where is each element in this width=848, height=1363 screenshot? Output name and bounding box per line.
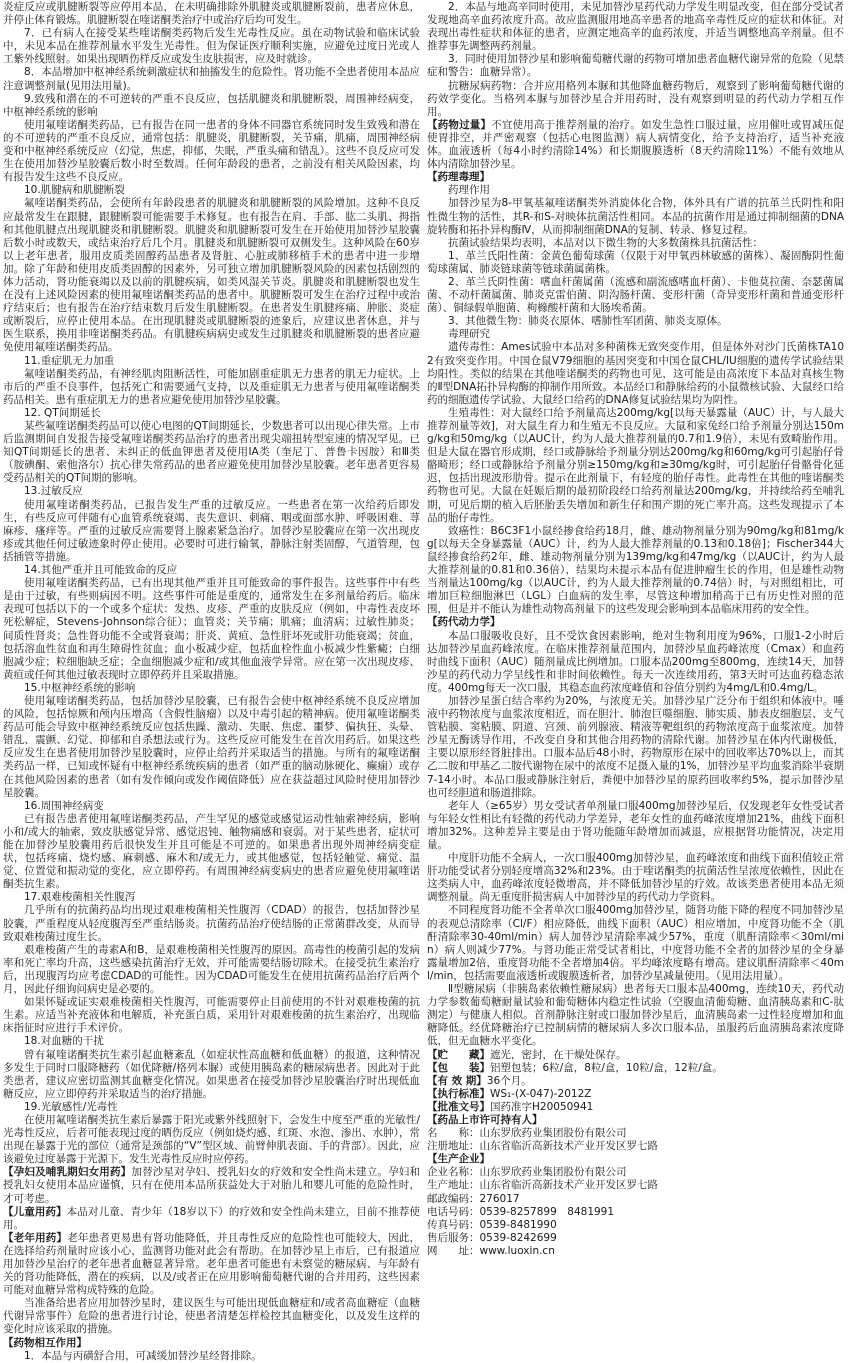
- body-text: 中度肝功能不全病人，一次口服400mg加替沙星，血药峰浓度和曲线下面积值较正常肝功能受试者分别轻度增高32%和23%。由于喹诺酮类的抗菌活性呈浓度依赖性，因此在这类病人中，血药峰浓度轻微增高，并不降低加替沙星的疗效。故该类患者使用本品无须调整剂量。尚无重度肝损害病人中加替沙星的药代动力学资料。: [427, 852, 844, 904]
- body-text: 曾有氟喹诺酮类抗生素引起血糖紊乱（如症状性高血糖和低血糖）的报道，这种情况多发生于同时口服降糖药（如优降糖/格列本脲）或使用胰岛素的糖尿病患者。因此对于此类患者，建议应密切监测其血糖变化情况。如果患者在接受加替沙星胶囊治疗时出现低血糖反应，应立即停药并采取适当的治疗措施。: [3, 1048, 420, 1100]
- paragraph: [3, 197, 420, 354]
- paragraph: [3, 577, 420, 682]
- body-text: 15.中枢神经系统的影响: [24, 681, 136, 694]
- body-text: Ⅱ型糖尿病（非胰岛素依赖性糖尿病）患者每天口服本品400mg，连续10天，药代动力学参数葡萄糖耐量试验和葡萄糖体内稳定性试验（空腹血清葡萄糖、血清胰岛素和C-肽测定）与健康人相似。首剂静脉注射或口服加替沙星后，血清胰岛素一过性轻度增加和血糖降低。经优降糖治疗已控制病情的糖尿病人多次口服本品，虽服药后血清胰岛素浓度降低，但无血糖水平变化。: [427, 983, 844, 1048]
- body-text: 抗糖尿病药物：合并应用格列本脲和其他降血糖药物后，观察到了影响葡萄糖代谢的药效学变化。当格列本脲与加替沙星合并用药时，没有观察到明显的药代动力学相互作用。: [427, 79, 844, 118]
- body-text: 注册地址：山东省临沂高新技术产业开发区罗七路: [427, 1140, 658, 1153]
- section-header: 【药物过量】: [427, 118, 492, 131]
- body-text: 生产地址：山东省临沂高新技术产业开发区罗七路: [427, 1179, 658, 1192]
- body-text: 36个月。: [486, 1074, 532, 1087]
- insert-column-right: [424, 0, 848, 1363]
- paragraph: [3, 800, 420, 813]
- paragraph: [427, 328, 844, 341]
- body-text: 3、其他微生物：肺炎衣原体、嗜肺性军团菌、肺炎支原体。: [448, 315, 728, 328]
- body-text: 当准备给患者应用加替沙星时，建议医生与可能出现低血糖症和/或者高血糖症（血糖代谢异常事件）危险的患者进行讨论，使患者清楚怎样检控其血糖变化，以及发生这样的变化时应该采取的措施。: [3, 1297, 420, 1336]
- body-text: 14.其他严重并且可能致命的反应: [24, 564, 178, 577]
- paragraph: [3, 1035, 420, 1048]
- paragraph: [3, 695, 420, 800]
- body-text: 13.过敏反应: [24, 485, 83, 498]
- paragraph: [427, 1245, 844, 1258]
- section-header: 【儿童用药】: [3, 1205, 67, 1218]
- paragraph: [427, 119, 844, 171]
- body-text: 氟喹诺酮类药品，会使所有年龄段患者的肌腱炎和肌腱断裂的风险增加。这种不良反应最常发生在跟腱，跟腱断裂可能需要手术修复。也有报告在肩、手部、肱二头肌、拇指和其他肌腱点出现肌腱炎和肌腱断裂。肌腱炎和肌腱断裂可发生在开始使用加替沙星胶囊后数小时或数天，或结束治疗后几个月。肌腱炎和肌腱断裂可双侧发生。这种风险在60岁以上老年患者，服用皮质类固醇药品患者及肾脏、心脏或肺移植手术的患者中进一步增加。除了年龄和使用皮质类固醇的因素外，另可独立增加肌腱断裂风险的因素包括剧烈的体力活动，肾功能衰竭以及以前的肌腱疾病，如类风湿关节炎。肌腱炎和肌腱断裂也发生在没有上述风险因素的使用氟喹诺酮类药品的患者中。肌腱断裂可发生在治疗过程中或治疗结束后；也有报告在治疗结束数月后发生肌腱断裂。在患者发生肌腱疼痛、肿胀、炎症或断裂后，应停止使用本品。在出现肌腱炎或肌腱断裂的迹象后，应建议患者休息，并与医生联系，换用非喹诺酮类药品。有肌腱疾病病史或发生过肌腱炎和肌腱断裂的患者应避免使用氟喹诺酮类药品。: [3, 197, 420, 354]
- body-text: 加替沙星为8-甲氧基氟喹诺酮类外消旋体化合物，体外具有广谱的抗革兰氏阴性和阳性微生物的活性，其R-和S-对映体抗菌活性相同。本品的抗菌作用是通过抑制细菌的DNA旋转酶和拓扑异构酶Ⅳ，从而抑制细菌DNA的复制、转录、修复过程。: [427, 197, 844, 236]
- section-header: 【批准文号】: [427, 1100, 490, 1113]
- body-text: 19.光敏感性/光毒性: [24, 1100, 118, 1113]
- paragraph: [3, 1297, 420, 1336]
- body-text: 12. QT间期延长: [24, 406, 101, 419]
- body-text: 几乎所有的抗菌药品均出现过艰难梭菌相关性腹泻（CDAD）的报告，包括加替沙星胶囊，严重程度从轻度腹泻至严重结肠炎。抗菌药品治疗使结肠的正常菌群改变，从而导致艰难梭菌过度生长。: [3, 904, 420, 943]
- body-text: 名 称：山东罗欣药业集团股份有限公司: [427, 1127, 627, 1140]
- body-text: 已有报告患者使用氟喹诺酮类药品，产生罕见的感觉或感觉运动性轴索神经病，影响小和/或大的轴索，致皮肤感觉异常、感觉迟钝、触物痛感和衰弱。对于某些患者，症状可能在加替沙星胶囊用药后很快发生并且可能是不可逆的。如果患者出现外周神经病变症状，包括疼痛、烧灼感、麻刺感、麻木和/或无力，或其他感觉，包括轻触觉、痛觉、温觉、位置觉和振动觉的变化，应立即停药。有周围神经病变病史的患者应避免使用氟喹诺酮类抗生素。: [3, 812, 420, 891]
- paragraph: [427, 630, 844, 695]
- body-text: 企业名称：山东罗欣药业集团股份有限公司: [427, 1166, 627, 1179]
- paragraph: [3, 1114, 420, 1166]
- paragraph: [3, 1049, 420, 1101]
- paragraph: [427, 1219, 844, 1232]
- body-text: 加替沙星蛋白结合率约为20%，与浓度无关。加替沙星广泛分布于组织和体液中。唾液中药物浓度与血浆浓度相近，而在胆汁、肺泡巨噬细胞、肺实质、肺表皮细胞层、支气管粘膜、窦粘膜、阴道、宫颈、前列腺液、精液等靶组织的药物浓度高于血浆浓度。加替沙星无酶诱导作用，不改变自身和其他合用药物的清除代谢。加替沙星在体内代谢极低，主要以原形经肾脏排出。口服本品后48小时，药物原形在尿中的回收率达70%以上，而其乙二胺和甲基乙二胺代谢物在尿中的浓度不足摄入量的1%，加替沙星平均血浆消除半衰期7-14小时。本品口服或静脉注射后，粪便中加替沙星的原药回收率约5%，提示加替沙星也可经胆道和肠道排除。: [427, 694, 844, 799]
- section-header: 【药理毒理】: [427, 171, 490, 184]
- body-text: 1．本品与丙磺舒合用，可减缓加替沙星经肾排除。: [24, 1349, 262, 1362]
- paragraph: [3, 813, 420, 892]
- body-text: 使用氟喹诺酮类药品，已有出现其他严重并且可能致命的事件报告。这些事件中有些是由于过敏，有些则病因不明。这些事件可能是重度的，通常发生在多剂量给药后。临床表现可包括以下的一个或多个症状：发热、皮疹、严重的皮肤反应（例如，中毒性表皮坏死松解症，Stevens-Johnson综合征）；血管炎；关节痛；肌痛；血清病；过敏性肺炎；间质性肾炎；急性肾功能不全或肾衰竭；肝炎、黄疸、急性肝坏死或肝功能衰竭；贫血，包括溶血性贫血和再生障碍性贫血；血小板减少症，包括血栓性血小板减少性紫癜；白细胞减少症；粒细胞缺乏症；全血细胞减少症和/或其他血液学异常。应在第一次出现皮疹、黄疸或任何其他过敏表现时立即停药并且采取措施。: [3, 577, 420, 681]
- body-text: 毒理研究: [448, 328, 490, 341]
- paragraph: [427, 1049, 844, 1062]
- paragraph: [3, 1350, 420, 1363]
- body-text: 如果怀疑或证实艰难梭菌相关性腹泻，可能需要停止目前使用的不针对艰难梭菌的抗生素。应适当补充液体和电解质，补充蛋白质，采用针对艰难梭菌的抗生素治疗，出现临床指征时应进行手术评价。: [3, 996, 420, 1035]
- paragraph: [3, 355, 420, 368]
- paragraph: [427, 407, 844, 525]
- paragraph: [427, 341, 844, 406]
- body-text: 售后服务：0539-8242699: [427, 1231, 557, 1244]
- body-text: 本品口服吸收良好，且不受饮食因素影响，绝对生物利用度为96%，口服1-2小时后达加替沙星血药峰浓度。在临床推荐剂量范围内，加替沙星血药峰浓度（Cmax）和血药时曲线下面积（AUC）随剂量成比例增加。口服本品200mg至800mg，连续14天，加替沙星的药代动力学呈线性和非时间依赖性。每天一次连续用药，第3天时可达血药稳态浓度。400mg每天一次口服，其稳态血药浓度峰值和谷值分别约为4mg/L和0.4mg/L。: [427, 629, 844, 694]
- paragraph: [427, 1153, 844, 1166]
- body-text: 2．本品与地高辛同时使用，未见加替沙星药代动力学发生明显改变，但在部分受试者发现地高辛血药浓度升高。故应监测服用地高辛患者的地高辛毒性反应的症状和体征。对表现出毒性症状和体征的患者，应测定地高辛的血药浓度，并适当调整地高辛剂量。但不推荐事先调整两药剂量。: [427, 1, 844, 53]
- paragraph: [427, 1232, 844, 1245]
- body-text: 9.致残和潜在的不可逆转的严重不良反应，包括肌腱炎和肌腱断裂，周围神经病变，中枢神经系统的影响: [3, 92, 420, 118]
- body-text: 在使用氟喹诺酮类抗生素后暴露于阳光或紫外线照射下，会发生中度至严重的光敏性/光毒性反应，后者可能表现过度的晒伤反应（例如烧灼感、红斑、水泡、渗出、水肿），常出现在暴露于光的部位（通常是颈部的“V”型区域、前臂伸肌表面、手的背部）。因此，应该避免过度暴露于光源下。发生光毒性反应时应停药。: [3, 1113, 420, 1166]
- paragraph: [3, 944, 420, 996]
- body-text: 使用氟喹诺酮类药品，已报告发生严重的过敏反应。一些患者在第一次给药后即发生，有些反应可伴随有心血管系统衰竭、丧失意识、刺痛、咽或面部水肿、呼吸困难、荨麻疹、瘙痒等。严重的过敏反应需要肾上腺素紧急治疗。加替沙星胶囊应在第一次出现皮疹或其他任何过敏迹象时停止使用。必要时可进行输氧，静脉注射类固醇，气道管理，包括插管等措施。: [3, 498, 420, 563]
- body-text: 网 址：www.luoxin.cn: [427, 1244, 555, 1257]
- paragraph: [427, 1140, 844, 1153]
- paragraph: [427, 1127, 844, 1140]
- body-text: WS₁-(X-047)-2012Z: [490, 1087, 592, 1100]
- section-header: 【老年用药】: [3, 1231, 68, 1244]
- body-text: 7．已有病人在接受某些喹诺酮类药物后发生光毒性反应。虽在动物试验和临床试验中，未见本品在推荐剂量水平发生光毒性。但为保证医疗顺利实施，应避免过度日光或人工紫外线照射。如果出现晒伤样反应或发生皮肤损害，应及时就诊。: [3, 27, 420, 66]
- paragraph: [427, 1114, 844, 1127]
- body-text: 8．本品增加中枢神经系统刺激症状和抽搐发生的危险性。肾功能不全患者使用本品应注意调整剂量(见用法用量)。: [3, 66, 420, 92]
- body-text: 2、革兰氏阴性菌：嗜血杆菌属菌（流感和副流感嗜血杆菌）、卡他莫拉菌、奈瑟菌属菌、不动杆菌属菌、肺炎克雷伯菌、阴沟肠杆菌、变形杆菌（奇异变形杆菌和普通变形杆菌）、铜绿假单胞菌、枸橼酸杆菌和大肠埃希菌。: [427, 275, 844, 315]
- body-text: 18.对血糖的干扰: [24, 1035, 104, 1048]
- paragraph: [427, 1179, 844, 1192]
- paragraph: [3, 119, 420, 184]
- body-text: 使用氟喹诺酮类药品，已有报告在同一患者的身体不同器官系统同时发生致残和潜在的不可逆转的严重不良反应，通常包括：肌腱炎，肌腱断裂，关节痛，肌痛，周围神经病变和中枢神经系统反应（幻觉，焦虑，抑郁，失眠，严重头痛和错乱）。这些不良反应可发生在使用加替沙星胶囊后数小时至数周。任何年龄段的患者，之前没有相关风险因素，均有报告发生这些不良反应。: [3, 118, 420, 184]
- paragraph: [427, 525, 844, 617]
- paragraph: [427, 276, 844, 315]
- paragraph: [427, 1075, 844, 1088]
- paragraph: [3, 27, 420, 66]
- paragraph: [427, 852, 844, 904]
- paragraph: [3, 499, 420, 564]
- paragraph: [3, 564, 420, 577]
- paragraph: [427, 184, 844, 197]
- body-text: 遮光，密封，在干燥处保存。: [490, 1048, 627, 1061]
- body-text: 炎症反应或肌腱断裂等应停用本品，在未明确排除外肌腱炎或肌腱断裂前，患者应休息，并停止体育锻炼。肌腱断裂在喹诺酮类治疗中或治疗后均可发生。: [3, 1, 420, 27]
- paragraph: [427, 695, 844, 800]
- paragraph: [427, 1193, 844, 1206]
- body-text: 致癌性：B6C3F1小鼠经掺食给药18月，雌、雄动物剂量分别为90mg/kg和81mg/kg[以每天全身暴露量（AUC）计，约为人最大推荐剂量的0.13和0.18倍]；Fischer344大鼠经掺食给药2年，雌、雄动物剂量分别为139mg/kg和47mg/kg（以AUC计，约为人最大推荐剂量的0.81和0.36倍），结果均未提示本品有促进肿瘤生长的作用，但是雄性动物当剂量达100mg/kg（以AUC计，约为人最大推荐剂量的0.74倍）时，与对照组相比，可增加巨粒细胞淋巴（LGL）白血病的发生率，尽管这种增加稍高于已有历史性对照的范围，但是并不能认为雄性动物高剂量下的这些发现会影响到本品临床用药的安全性。: [427, 524, 844, 616]
- body-text: 国药准字H20050941: [490, 1100, 594, 1113]
- paragraph: [3, 904, 420, 943]
- paragraph: [427, 800, 844, 852]
- body-text: 1、革兰氏阳性菌：金黄色葡萄球菌（仅限于对甲氧西林敏感的菌株）、凝固酶阴性葡萄球菌属、肺炎链球菌等链球菌属菌株。: [427, 249, 844, 275]
- body-text: 电话号码：0539-8257899 8481991: [427, 1205, 615, 1218]
- paragraph: [427, 1, 844, 53]
- body-text: 老年患者更易患有肾功能降低，并且毒性反应的危险性也可能较大，因此，在选择给药剂量时应该小心，监测肾功能对此会有帮助。在加替沙星上市后，已有报道应用加替沙星治疗的老年患者血糖显著异常。老年患者可能患有未察觉的糖尿病、与年龄有关的肾功能降低，潜在的疾病，以及/或者正在应用影响葡萄糖代谢的合并用药，这些因素可能对血糖异常构成特殊的危险。: [3, 1231, 421, 1297]
- body-text: 使用氟喹诺酮类药品，包括加替沙星胶囊，已有报告会使中枢神经系统不良反应增加的风险，包括惊厥和颅内压增高（含假性脑瘤）以及中毒引起的精神病。使用氟喹诺酮类药品可能会导致中枢神经系统反应包括焦躁、激动、失眠、焦虑、噩梦、偏执狂、头晕、错乱、震颤、幻觉、抑郁和自杀想法或行为。这些反应可能发生在首次用药后。如果这些反应发生在患者使用加替沙星胶囊时，应停止给药并采取适当的措施。与所有的氟喹诺酮类药品一样，已知或怀疑有中枢神经系统疾病的患者（如严重的脑动脉硬化、癫痫）或存在其他风险因素的患者（如有发作倾向或发作阈值降低）应在获益超过风险时使用加替沙星胶囊。: [3, 694, 420, 799]
- body-text: 艰难梭菌产生的毒素A和B，是艰难梭菌相关性腹泻的原因。高毒性的梭菌引起的发病率和死亡率均升高，这些感染抗菌治疗无效，并可能需要结肠切除术。在接受抗生素治疗后，出现腹泻均应考虑CDAD的可能性。因为CDAD可能发生在使用抗菌药品治疗后两个月，因此仔细询问病史是必要的。: [3, 943, 420, 996]
- section-header: 【包 装】: [427, 1061, 490, 1074]
- paragraph: [3, 66, 420, 92]
- body-text: 铝塑包装；6粒/盒，8粒/盒，10粒/盒，12粒/盒。: [490, 1061, 723, 1074]
- section-header: 【药代动力学】: [427, 616, 501, 629]
- body-text: 抗菌试验结果均表明，本品对以下微生物的大多数菌株具抗菌活性：: [448, 236, 763, 249]
- body-text: 遗传毒性：Ames试验中本品对多种菌株无致突变作用，但是体外对沙门氏菌株TA102有致突变作用。中国仓鼠V79细胞的基因突变和中国仓鼠CHL/IU细胞的遗传学试验结果均阳性。类似的结果在其他喹诺酮类的药物也可见，这可能是由高浓度下本品对真核生物的Ⅱ型DNA拓扑异构酶的抑制作用所致。本品经口和静脉给药的小鼠微核试验、大鼠经口给药的细胞遗传学试验、大鼠经口给药的DNA修复试验结果均为阴性。: [427, 341, 844, 406]
- body-text: 本品对儿童、青少年（18岁以下）的疗效和安全性尚未建立，目前不推荐使用。: [3, 1205, 421, 1231]
- paragraph: [3, 1206, 420, 1232]
- body-text: 不同程度肾功能不全者单次口服400mg加替沙星，随肾功能下降的程度不同加替沙星的表观总清除率（Cl/F）相应降低，曲线下面积（AUC）相应增加，中度肾功能不全（肌酐清除率30-40ml/min）病人加替沙星清除率减少57%，重度（肌酐清除率＜30ml/min）病人则减少77%。与肾功能正常受试者相比，中度肾功能不全者的加替沙星的全身暴露量增加2倍，重度肾功能不全者增加4倍。平均峰浓度略有增高。建议肌酐清除率＜40ml/min，包括需要血液透析或腹膜透析者，加替沙星减量使用。（见用法用量）。: [427, 904, 844, 982]
- paragraph: [3, 682, 420, 695]
- paragraph: [427, 197, 844, 236]
- section-header: 【执行标准】: [427, 1087, 490, 1100]
- paragraph: [3, 1337, 420, 1350]
- paragraph: [427, 904, 844, 983]
- section-header: 【贮 藏】: [427, 1048, 490, 1061]
- paragraph: [427, 1166, 844, 1179]
- body-text: 3．同时使用加替沙星和影响葡萄糖代谢的药物可增加患者血糖代谢异常的危险（见禁症和警告：血糖异常）。: [427, 53, 844, 79]
- paragraph: [3, 368, 420, 407]
- body-text: 氟喹诺酮类药品，有神经肌肉阻断活性，可能加剧重症肌无力患者的肌无力症状。上市后的严重不良事件，包括死亡和需要通气支持，以及重症肌无力患者与使用氟喹诺酮类药品相关。患有重症肌无力的患者应避免使用加替沙星胶囊。: [3, 367, 420, 406]
- body-text: 老年人（≥65岁）男女受试者单剂量口服400mg加替沙星后，仅发现老年女性受试者与年轻女性相比有轻微的药代动力学差异，老年女性的血药峰浓度增加21%，曲线下面积增加32%。这种差异主要是由于肾功能随年龄增加而减退，应根据肾功能情况，决定用量。: [427, 799, 844, 851]
- paragraph: [3, 1101, 420, 1114]
- paragraph: [3, 1166, 420, 1205]
- section-header: 【药物相互作用】: [3, 1336, 87, 1349]
- body-text: 某些氟喹诺酮类药品可以使心电图的QT间期延长，少数患者可以出现心律失常。上市后监测期间自发报告接受氟喹诺酮类药品治疗的患者出现尖端扭转型室速的情况罕见。已知QT间期延长的患者、未纠正的低血钾患者及使用IA类（奎尼丁、普鲁卡因胺）和Ⅲ类（胺碘酮、索他洛尔）抗心律失常药品的患者应避免使用加替沙星胶囊。老年患者更容易受药品相关的QT间期的影响。: [3, 420, 420, 485]
- paragraph: [427, 80, 844, 119]
- paragraph: [427, 1101, 844, 1114]
- section-header: 【有 效 期】: [427, 1074, 487, 1087]
- body-text: 17.艰难梭菌相关性腹泻: [24, 891, 136, 904]
- paragraph: [427, 250, 844, 276]
- paragraph: [427, 1062, 844, 1075]
- body-text: 药理作用: [448, 184, 490, 197]
- body-text: 传真号码：0539-8481990: [427, 1218, 557, 1231]
- body-text: 10.肌腱病和肌腱断裂: [24, 184, 125, 197]
- paragraph: [427, 171, 844, 184]
- body-text: 16.周围神经病变: [24, 799, 104, 812]
- body-text: 邮政编码：276017: [427, 1192, 520, 1205]
- paragraph: [3, 1232, 420, 1297]
- paragraph: [427, 1206, 844, 1219]
- body-text: 加替沙星对孕妇、授乳妇女的疗效和安全性尚未建立。孕妇和授乳妇女使用本品应谨慎，只有在使用本品所获益处大于对胎儿和婴儿可能的危险性时，才可考虑。: [3, 1166, 421, 1205]
- body-text: 11.重症肌无力加重: [24, 354, 115, 367]
- paragraph: [427, 1088, 844, 1101]
- paragraph: [3, 996, 420, 1035]
- paragraph: [427, 53, 844, 79]
- body-text: 生殖毒性：对大鼠经口给予剂量高达200mg/kg[以每天暴露量（AUC）计，与人最大推荐剂量等效]，对大鼠生育力和生殖无不良反应。大鼠和家兔经口给予剂量分别达150mg/kg和50mg/kg（以AUC计，约为人最大推荐剂量的0.7和1.9倍），未见有致畸胎作用。但是大鼠在器官形成期，经口或静脉给予剂量分别达200mg/kg和60mg/kg可引起胎仔骨骼畸形；经口或静脉给予剂量分别≥150mg/kg和≥30mg/kg时，可引起胎仔骨骼骨化延迟，包括出现波形肋骨。提示在此剂量下，有轻度的胎仔毒性。此毒性在其他的喹诺酮类药物也可见。大鼠在妊娠后期的最初阶段经口给药剂量达200mg/kg，并持续给药至哺乳期，可见后期的植入后胚胎丢失增加和新生仔和围产期的死亡率升高。这些发现提示了本品的胎仔毒性。: [427, 406, 844, 524]
- paragraph: [427, 983, 844, 1048]
- paragraph: [3, 184, 420, 197]
- body-text: 不宜使用高于推荐剂量的治疗。如发生急性口服过量，应用催吐或胃减压促使胃排空，并严密观察（包括心电图监测）病人病情变化，给予支持治疗，适当补充液体。血液透析（每4小时约清除14%）和长期腹膜透析（8天约清除11%）不能有效地从体内清除加替沙星。: [427, 118, 845, 171]
- paragraph: [3, 1, 420, 27]
- paragraph: [3, 485, 420, 498]
- section-header: 【药品上市许可持有人】: [427, 1113, 543, 1126]
- paragraph: [427, 616, 844, 629]
- section-header: 【生产企业】: [427, 1153, 490, 1166]
- paragraph: [3, 420, 420, 485]
- section-header: 【孕妇及哺乳期妇女用药】: [3, 1166, 132, 1179]
- paragraph: [427, 315, 844, 328]
- paragraph: [3, 407, 420, 420]
- paragraph: [3, 93, 420, 119]
- paragraph: [427, 237, 844, 250]
- paragraph: [3, 891, 420, 904]
